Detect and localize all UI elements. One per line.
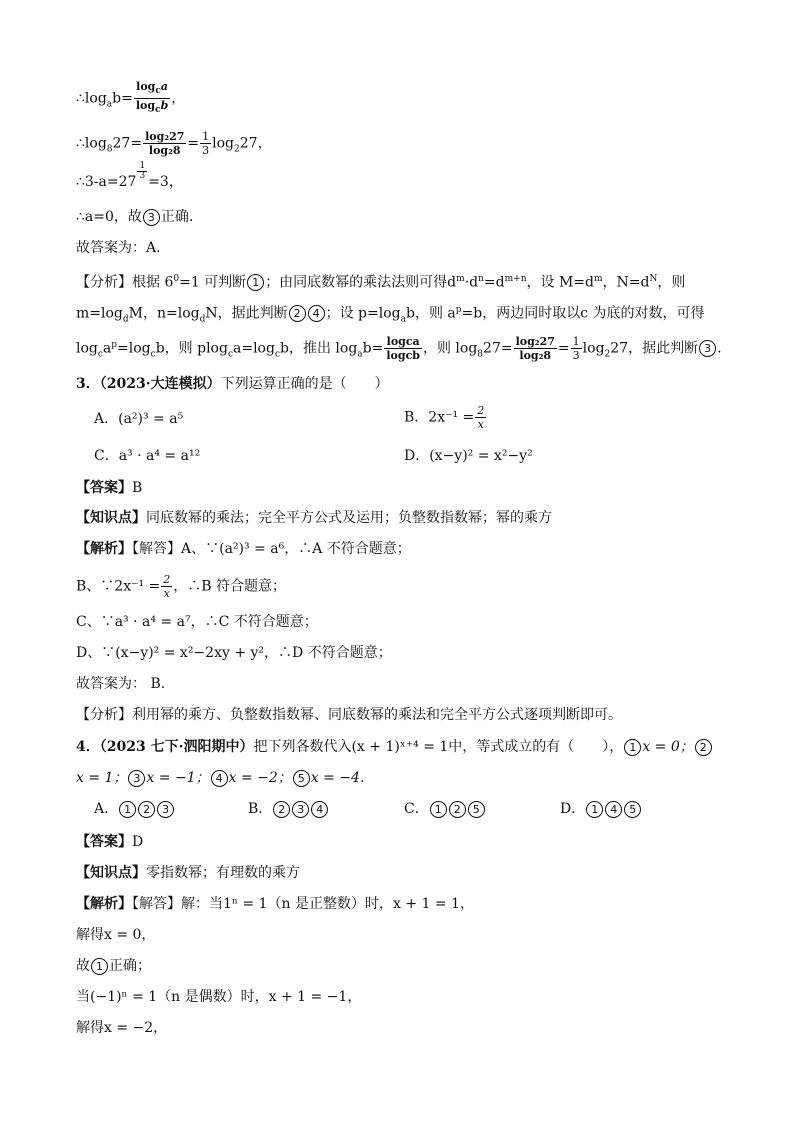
- circled-number: 3: [292, 801, 309, 818]
- circled-number: 2: [695, 739, 712, 756]
- circled-number: 1: [119, 801, 136, 818]
- q3-option-b: B．2x⁻¹ = $\frac{2}{x}$: [404, 404, 485, 431]
- q3-option-c: C．a³ · a⁴ = a¹²: [94, 448, 201, 464]
- q4-option-c: C． 1 2 5: [404, 799, 486, 819]
- circled-number: 2: [289, 305, 306, 322]
- q3-analysis: 【分析】利用幂的乘方、负整数指数幂、同底数幂的乘法和完全平方公式逐项判断即可。: [76, 707, 622, 723]
- q3-solution-c: C、∵a³ · a⁴ = a⁷，∴C 不符合题意；: [76, 614, 318, 630]
- circled-number: 1: [624, 739, 641, 756]
- analysis-line-2: $m=\log_dM$，$n=\log_dN$，据此判断 2 4 ；设 $p=\log_ab$，则 $a^p=b$，两边同时取以c 为底的对数，可得: [76, 305, 705, 325]
- q4-option-d: D． 1 4 5: [560, 799, 642, 819]
- circled-number: 1: [91, 958, 108, 975]
- analysis-line-1: 【分析】根据 $6^0=1$ 可判断 1 ；由同底数幂的乘法法则可得$d^m\cdot d^n=d^{m+n}$，设 $M=d^m$，$N=d^N$，则: [76, 274, 686, 291]
- circled-number: 2: [449, 801, 466, 818]
- q4-knowledge-points: 【知识点】零指数幂；有理数的乘方: [76, 865, 300, 881]
- circled-number: 1: [586, 801, 603, 818]
- circled-number: 5: [293, 770, 310, 787]
- derivation-line-2: $\therefore\log_827=$ $\frac{\text{log₂27}}{\text{log₂8}}$ = $\frac{1}{3}$ $\log_227$，: [76, 130, 272, 157]
- circled-number: 3: [699, 340, 716, 357]
- fraction: $\frac{\log_ca}{\log_cb}$: [135, 80, 169, 116]
- q3-answer: 【答案】B: [76, 480, 143, 496]
- circled-number: 4: [211, 770, 228, 787]
- circled-number: 4: [308, 305, 325, 322]
- fraction: $\frac{1}{3}$: [202, 130, 210, 157]
- q4-solution-e: 解得x = −2，: [76, 1020, 168, 1036]
- q3-answer-line: 故答案为： B.: [76, 676, 166, 692]
- fraction: $\frac{\text{log₂27}}{\text{log₂8}}$: [145, 130, 185, 157]
- q4-solution-d: 当(−1)ⁿ = 1（n 是偶数）时，x + 1 = −1，: [76, 989, 362, 1005]
- q3-solution-a: 【解析】【解答】A、∵(a²)³ = a⁶，∴A 不符合题意；: [76, 541, 411, 557]
- fraction: $\frac{2}{x}$: [163, 573, 171, 600]
- answer-line: 故答案为：A.: [76, 240, 161, 256]
- q3-solution-d: D、∵(x−y)² = x²−2xy + y²，∴D 不符合题意；: [76, 645, 392, 661]
- circled-number: 1: [247, 274, 264, 291]
- q3-option-a: A．(a²)³ = a⁵: [94, 411, 184, 427]
- fraction: $\frac{2}{x}$: [477, 404, 485, 431]
- q4-option-a: A． 1 2 3: [94, 799, 175, 819]
- fraction: $\frac{\text{log₂27}}{\text{log₂8}}$: [515, 335, 555, 363]
- circled-number: 2: [273, 801, 290, 818]
- question-3-stem: 3．（2023·大连模拟）下列运算正确的是（ ）: [76, 376, 389, 392]
- question-4-items: x = 1； 3 x = −1； 4 x = −2； 5 x = −4.: [76, 770, 365, 786]
- derivation-line-4: ∴a=0，故 3 正确.: [76, 209, 194, 225]
- circled-number: 4: [311, 801, 328, 818]
- fraction: $\frac{\text{logca}}{\text{logcb}}$: [386, 335, 420, 363]
- circled-number: 5: [468, 801, 485, 818]
- circled-number: 3: [143, 209, 160, 226]
- q4-solution-a: 【解析】【解答】解：当1ⁿ = 1（n 是正整数）时，x + 1 = 1，: [76, 896, 474, 912]
- q3-solution-b: B、∵2x⁻¹ = $\frac{2}{x}$ ，∴B 符合题意；: [76, 573, 287, 600]
- fraction: $\frac{1}{3}$: [572, 335, 580, 363]
- q3-option-d: D．(x−y)² = x²−y²: [404, 448, 533, 464]
- q4-solution-c: 故 1 正确；: [76, 958, 151, 974]
- circled-number: 3: [128, 770, 145, 787]
- q4-option-b: B． 2 3 4: [248, 799, 329, 819]
- question-4-stem: 4．（2023 七下·泗阳期中）把下列各数代入(x + 1)ˣ⁺⁴ = 1中，等式成立的有（ ）， 1 x = 0； 2: [76, 737, 713, 757]
- circled-number: 4: [605, 801, 622, 818]
- exponent-fraction: $\frac{1}{3}$: [139, 161, 146, 181]
- q4-answer: 【答案】D: [76, 834, 144, 850]
- derivation-line-3: ∴3-a=27 $\frac{1}{3}$ =3，: [76, 161, 183, 190]
- q4-solution-b: 解得x = 0，: [76, 927, 156, 943]
- circled-number: 1: [430, 801, 447, 818]
- circled-number: 5: [624, 801, 641, 818]
- derivation-line-1: $\therefore\log_ab=$ $\frac{\log_ca}{\log_cb}$ ，: [76, 80, 186, 116]
- circled-number: 2: [138, 801, 155, 818]
- q3-knowledge-points: 【知识点】同底数幂的乘法；完全平方公式及运用；负整数指数幂；幂的乘方: [76, 510, 552, 526]
- circled-number: 3: [157, 801, 174, 818]
- analysis-line-3: $\log_ca^p=\log_cb$，则 $plog_ca=\log_cb$，推出 $\log_ab=$ $\frac{\text{logca}}{\text{logcb}}$ ，则 $\log_827=$ $\frac{\text{log₂27}}{\text{log₂8}}$ = $\frac{1}{3}$ $\log_227$，据此判断 3 .: [76, 335, 722, 363]
